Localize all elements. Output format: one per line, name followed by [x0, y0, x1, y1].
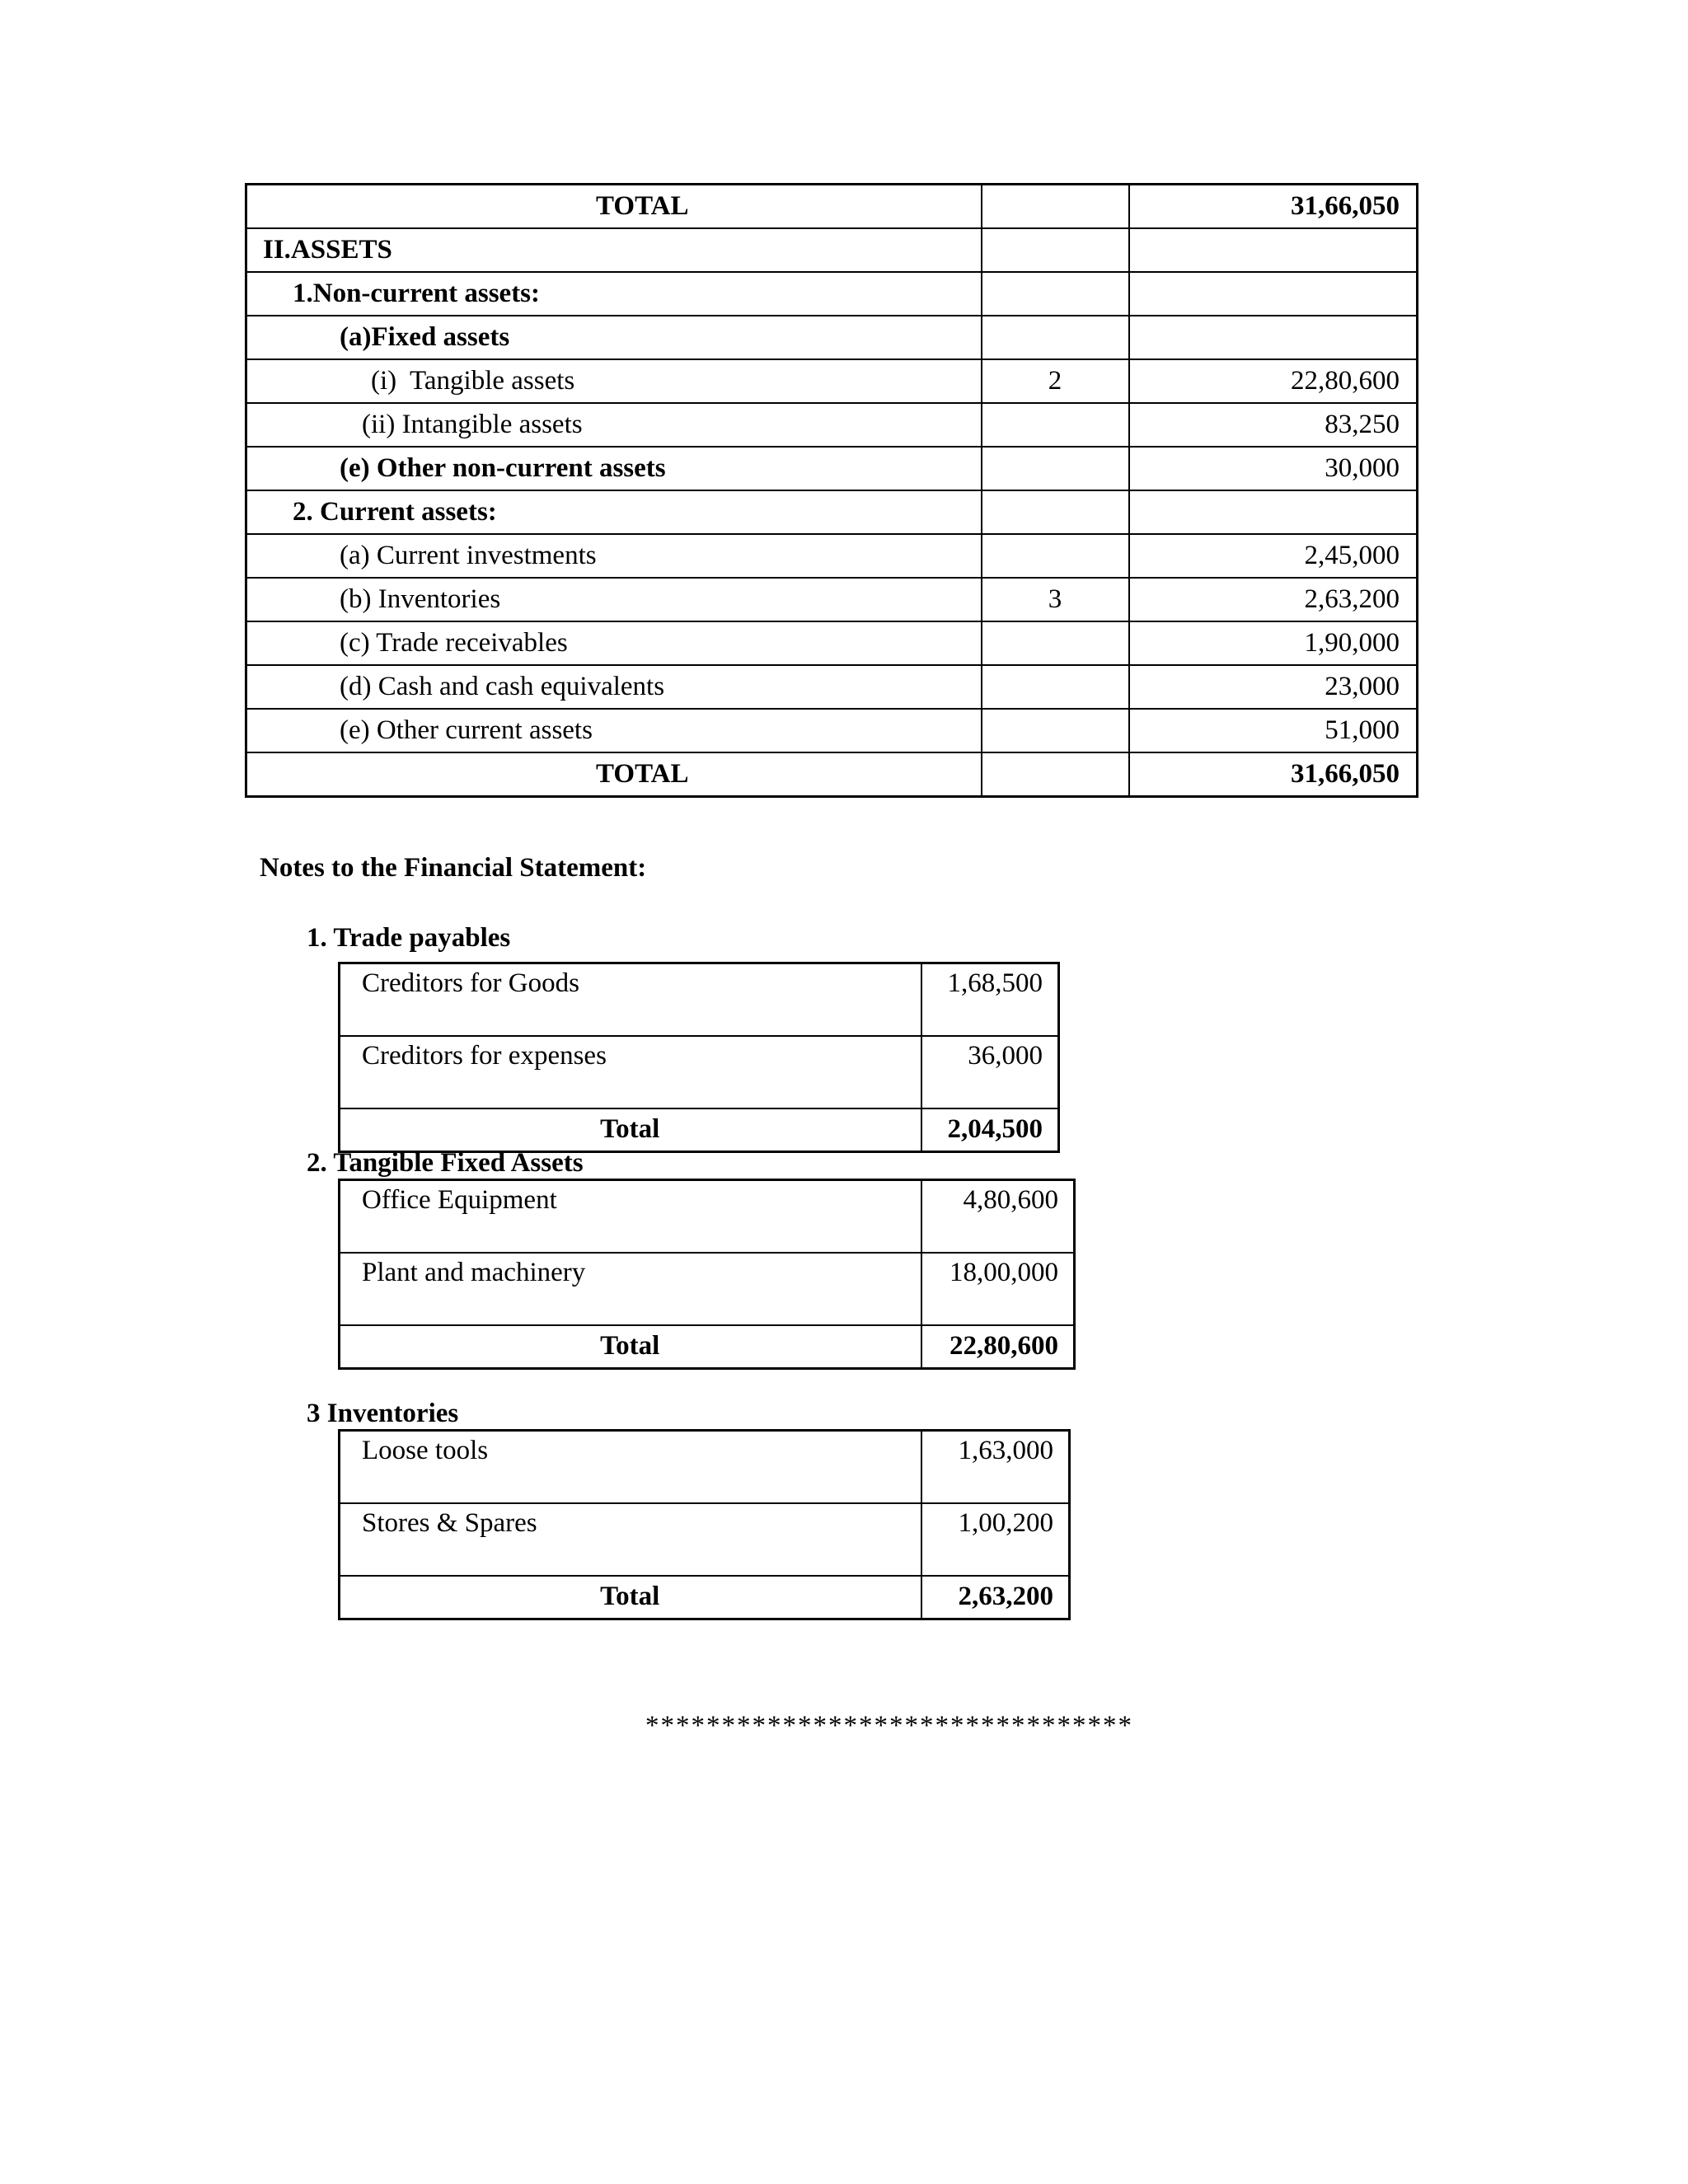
table-row: [246, 752, 1418, 797]
table-row: [246, 621, 1418, 665]
table-row: [246, 359, 1418, 403]
row-amount-cell: 1,90,000: [1129, 621, 1418, 665]
note-label-cell: Office Equipment: [340, 1180, 921, 1254]
row-note-cell: [982, 752, 1129, 797]
note-total-label-cell: Total: [340, 1325, 921, 1369]
row-amount-cell: 22,80,600: [1129, 359, 1418, 403]
table-row: [246, 534, 1418, 578]
table-row: [246, 316, 1418, 359]
row-note-cell: [982, 316, 1129, 359]
row-note-cell: [982, 490, 1129, 534]
note-row: [340, 1253, 1075, 1325]
note-row: [340, 1036, 1059, 1108]
row-note-cell: [982, 621, 1129, 665]
note-total-row: [340, 1576, 1070, 1619]
note-total-row: [340, 1108, 1059, 1152]
note-amount-cell: 1,68,500: [921, 963, 1059, 1037]
row-label-cell: 2. Current assets:: [246, 490, 982, 534]
row-note-cell: [982, 447, 1129, 490]
row-amount-cell: [1129, 316, 1418, 359]
notes-heading: Notes to the Financial Statement:: [260, 853, 647, 883]
note-amount-cell: 1,00,200: [921, 1503, 1070, 1576]
row-amount-cell: 51,000: [1129, 709, 1418, 752]
row-label-cell: (b) Inventories: [246, 578, 982, 621]
row-amount-cell: 23,000: [1129, 665, 1418, 709]
note-amount-cell: 36,000: [921, 1036, 1059, 1108]
row-label-cell: 1.Non-current assets:: [246, 272, 982, 316]
row-note-cell: [982, 272, 1129, 316]
asterisk-separator: ********************************: [645, 1711, 1133, 1741]
row-label-cell: (a)Fixed assets: [246, 316, 982, 359]
note-total-amount-cell: 22,80,600: [921, 1325, 1075, 1369]
table-row: [246, 665, 1418, 709]
note-amount-cell: 4,80,600: [921, 1180, 1075, 1254]
note-total-label-cell: Total: [340, 1108, 921, 1152]
row-note-cell: [982, 403, 1129, 447]
row-label-cell: (e) Other non-current assets: [246, 447, 982, 490]
row-label-cell: (i) Tangible assets: [246, 359, 982, 403]
row-label-cell: (ii) Intangible assets: [246, 403, 982, 447]
row-note-cell: [982, 709, 1129, 752]
row-note-cell: [982, 228, 1129, 272]
row-label-cell: II.ASSETS: [246, 228, 982, 272]
table-row: [246, 490, 1418, 534]
note-total-amount-cell: 2,04,500: [921, 1108, 1059, 1152]
table-row: [246, 228, 1418, 272]
row-amount-cell: [1129, 272, 1418, 316]
row-note-cell: 2: [982, 359, 1129, 403]
row-amount-cell: [1129, 490, 1418, 534]
note-amount-cell: 1,63,000: [921, 1431, 1070, 1504]
row-amount-cell: 30,000: [1129, 447, 1418, 490]
table-row: [246, 447, 1418, 490]
note-total-label-cell: Total: [340, 1576, 921, 1619]
note-table-inventories: [338, 1429, 1071, 1620]
row-amount-cell: [1129, 228, 1418, 272]
note-row: [340, 1503, 1070, 1576]
row-note-cell: [982, 534, 1129, 578]
row-label-cell: (a) Current investments: [246, 534, 982, 578]
row-amount-cell: 31,66,050: [1129, 752, 1418, 797]
row-note-cell: [982, 185, 1129, 229]
table-row: [246, 403, 1418, 447]
note-total-row: [340, 1325, 1075, 1369]
table-row: [246, 185, 1418, 229]
row-label-cell: (e) Other current assets: [246, 709, 982, 752]
note-section-heading: 3 Inventories: [307, 1399, 459, 1428]
note-row: [340, 963, 1059, 1037]
note-label-cell: Stores & Spares: [340, 1503, 921, 1576]
note-row: [340, 1180, 1075, 1254]
table-row: [246, 709, 1418, 752]
row-note-cell: 3: [982, 578, 1129, 621]
note-row: [340, 1431, 1070, 1504]
note-label-cell: Loose tools: [340, 1431, 921, 1504]
row-label-cell: TOTAL: [246, 185, 982, 229]
row-label-cell: (d) Cash and cash equivalents: [246, 665, 982, 709]
row-label-cell: (c) Trade receivables: [246, 621, 982, 665]
row-amount-cell: 83,250: [1129, 403, 1418, 447]
balance-sheet-table: [245, 183, 1418, 798]
note-total-amount-cell: 2,63,200: [921, 1576, 1070, 1619]
note-table-trade-payables: [338, 962, 1060, 1153]
note-label-cell: Creditors for Goods: [340, 963, 921, 1037]
row-note-cell: [982, 665, 1129, 709]
note-table-tangible-fixed-assets: [338, 1179, 1076, 1370]
row-amount-cell: 2,45,000: [1129, 534, 1418, 578]
row-amount-cell: 31,66,050: [1129, 185, 1418, 229]
note-section-heading: 2. Tangible Fixed Assets: [307, 1148, 584, 1178]
row-amount-cell: 2,63,200: [1129, 578, 1418, 621]
note-label-cell: Creditors for expenses: [340, 1036, 921, 1108]
row-label-cell: TOTAL: [246, 752, 982, 797]
note-amount-cell: 18,00,000: [921, 1253, 1075, 1325]
table-row: [246, 272, 1418, 316]
note-section-heading: 1. Trade payables: [307, 923, 511, 953]
table-row: [246, 578, 1418, 621]
note-label-cell: Plant and machinery: [340, 1253, 921, 1325]
